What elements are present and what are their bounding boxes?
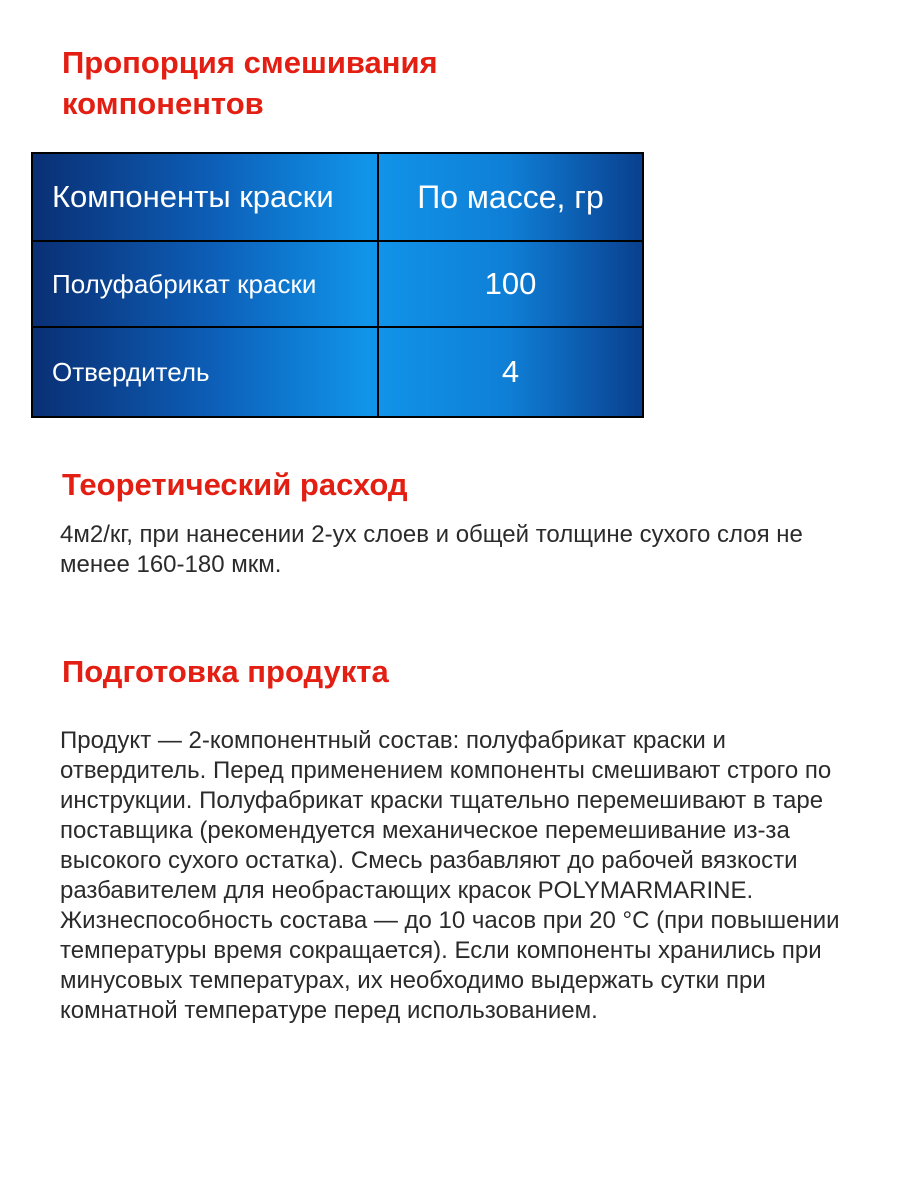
table-cell-mass: 4 [378, 327, 643, 417]
table-row [32, 241, 643, 327]
table-header-mass: По массе, гр [378, 153, 643, 241]
preparation-text: Продукт — 2-компонентный состав: полуфабрикат краски и отвердитель. Перед применением компоненты смешивают строго по инструкции. Полуфабрикат краски тщательно перемешивают в таре поставщика (рекомендуется механическое перемешивание из-за высокого сухого остатка). Смесь разбавляют до рабочей вязкости разбавителем для необрастающих красок POLYMARMARINE. Жизнеспособность состава — до 10 часов при 20 °C (при повышении температуры время сокращается). Если компоненты хранились при минусовых температурах, их необходимо выдержать сутки при комнатной температуре перед использованием. [60, 727, 840, 1024]
table-cell-component: Полуфабрикат краски [32, 241, 378, 327]
consumption-text: 4м2/кг, при нанесении 2-ух слоев и общей толщине сухого слоя не менее 160-180 мкм. [60, 521, 803, 578]
consumption-heading: Теоретический расход [62, 467, 408, 502]
preparation-heading: Подготовка продукта [62, 654, 389, 689]
mix-proportion-heading: Пропорция смешивания компонентов [62, 45, 438, 121]
table-cell-mass: 100 [378, 241, 643, 327]
table-header-components: Компоненты краски [32, 153, 378, 241]
mix-proportion-table [31, 152, 644, 418]
table-row [32, 327, 643, 417]
table-header-row [32, 153, 643, 241]
table-cell-component: Отвердитель [32, 327, 378, 417]
